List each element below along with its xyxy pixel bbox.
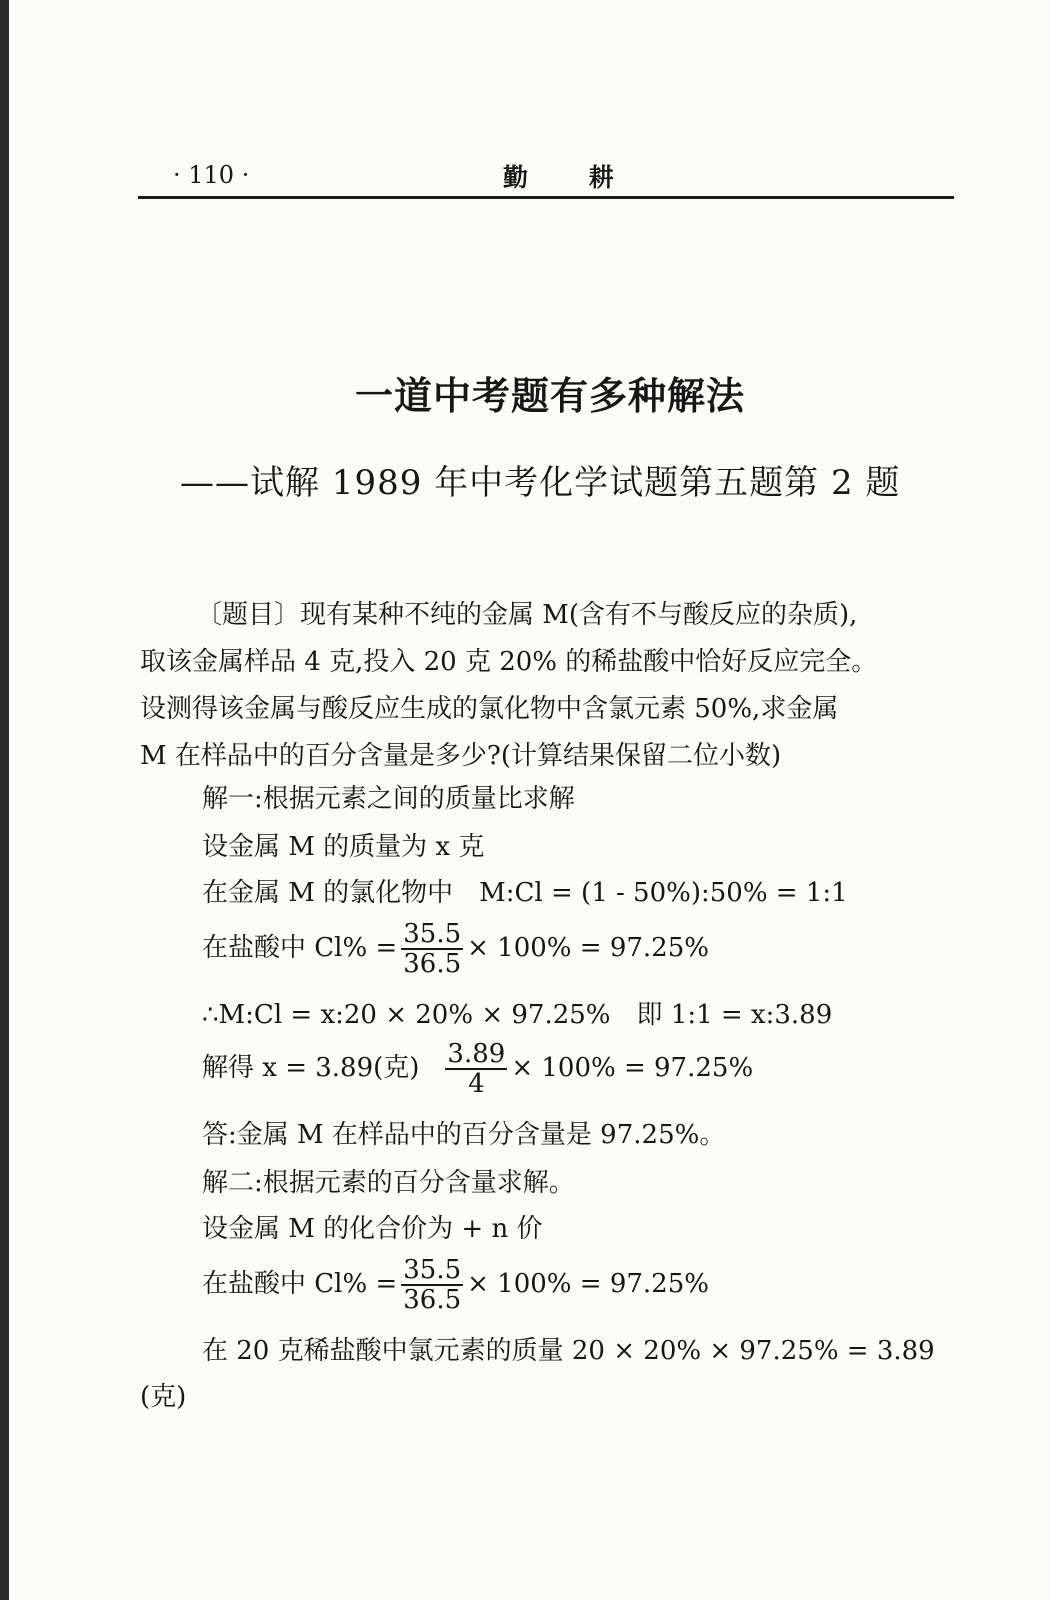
article-title: 一道中考题有多种解法 [354,373,745,418]
solution1-step2: 在金属 M 的氯化物中 M:Cl = (1 - 50%):50% = 1:1 [202,878,848,908]
step3-suffix: × 100% = 97.25% [467,933,709,963]
step3-prefix: 在盐酸中 Cl% = [202,933,398,963]
solution2-step3: 在 20 克稀盐酸中氯元素的质量 20 × 20% × 97.25% = 3.89 [202,1336,935,1366]
fraction-numerator: 35.5 [403,919,462,949]
solution1-step5 [202,1040,753,1098]
problem-line-2: 取该金属样品 4 克,投入 20 克 20% 的稀盐酸中恰好反应完全。 [140,647,878,677]
solution1-heading: 解一:根据元素之间的质量比求解 [202,784,575,814]
solution1-step4: ∴M:Cl = x:20 × 20% × 97.25% 即 1:1 = x:3.89 [202,1000,833,1030]
fraction-numerator: 35.5 [403,1255,462,1285]
fraction-35.5-over-36.5 [401,1256,463,1314]
problem-line-4: M 在样品中的百分含量是多少?(计算结果保留二位小数) [140,741,782,771]
solution1-answer: 答:金属 M 在样品中的百分含量是 97.25%。 [202,1120,726,1150]
solution2-heading: 解二:根据元素的百分含量求解。 [202,1168,575,1198]
article-subtitle: ——试解 1989 年中考化学试题第五题第 2 题 [180,463,901,503]
step5-prefix: 解得 x = 3.89(克) [202,1053,420,1083]
problem-line-3: 设测得该金属与酸反应生成的氯化物中含氯元素 50%,求金属 [140,694,839,724]
solution1-step1: 设金属 M 的质量为 x 克 [202,832,485,862]
problem-line-1: 〔题目〕现有某种不纯的金属 M(含有不与酸反应的杂质), [196,600,858,630]
step2-prefix: 在盐酸中 Cl% = [202,1269,398,1299]
fraction-denominator: 36.5 [403,949,462,979]
solution2-step2 [202,1256,709,1314]
running-title: 勤 耕 [503,163,640,192]
page-header [138,158,954,198]
fraction-35.5-over-36.5 [401,920,463,978]
problem-statement [140,592,960,780]
step5-suffix: × 100% = 97.25% [511,1053,754,1083]
header-rule [138,196,954,199]
scan-edge-shadow [0,0,9,1600]
fraction-denominator: 4 [468,1069,485,1099]
fraction-numerator: 3.89 [447,1039,506,1069]
page-number: · 110 · [173,161,250,189]
solution2-step3-continued: (克) [140,1382,187,1412]
fraction-denominator: 36.5 [403,1285,462,1315]
step2-suffix: × 100% = 97.25% [467,1269,709,1299]
solution1-step3 [202,920,709,978]
fraction-3.89-over-4 [445,1040,507,1098]
solution2-step1: 设金属 M 的化合价为 + n 价 [202,1214,543,1244]
